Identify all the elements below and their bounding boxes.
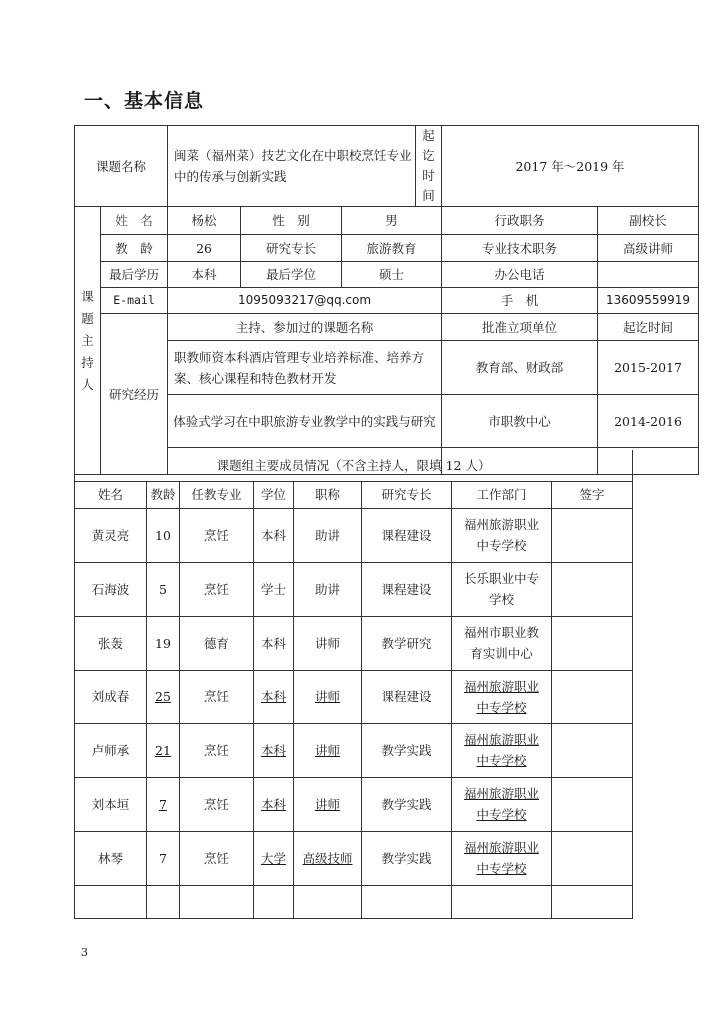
member-name: 林琴	[75, 831, 147, 885]
member-name: 黄灵亮	[75, 508, 147, 562]
host-phone-label: 办公电话	[442, 262, 598, 288]
member-name: 石海波	[75, 562, 147, 616]
member-title: 讲师	[294, 777, 362, 831]
table-row	[75, 777, 633, 831]
header-name: 姓名	[75, 481, 147, 508]
member-sign	[552, 777, 633, 831]
history-row	[75, 341, 699, 395]
page-number: 3	[81, 946, 88, 959]
member-sign	[552, 670, 633, 723]
host-degree-value: 硕士	[342, 262, 442, 288]
history-header-title: 主持、参加过的课题名称	[168, 314, 442, 341]
header-major: 任教专业	[180, 481, 254, 508]
member-research	[362, 885, 452, 918]
member-dept: 长乐职业中专学校	[452, 562, 552, 616]
member-research: 课程建设	[362, 562, 452, 616]
member-sign	[552, 723, 633, 777]
basic-info-table	[74, 125, 699, 475]
member-years: 7	[147, 777, 180, 831]
member-dept: 福州市职业教育实训中心	[452, 616, 552, 670]
member-title: 助讲	[294, 562, 362, 616]
member-degree: 本科	[254, 723, 294, 777]
table-row	[75, 616, 633, 670]
member-title: 讲师	[294, 616, 362, 670]
member-major: 烹饪	[180, 508, 254, 562]
member-major: 烹饪	[180, 831, 254, 885]
member-title: 讲师	[294, 670, 362, 723]
history-title: 职教师资本科酒店管理专业培养标准、培养方案、核心课程和特色教材开发	[168, 341, 442, 395]
member-sign	[552, 562, 633, 616]
history-period: 2015-2017	[598, 341, 699, 395]
member-title: 高级技师	[294, 831, 362, 885]
member-dept: 福州旅游职业中专学校	[452, 723, 552, 777]
history-row	[75, 395, 699, 448]
member-years: 7	[147, 831, 180, 885]
host-research-label: 研究专长	[241, 235, 342, 262]
project-period-label: 起讫时间	[416, 126, 442, 207]
host-prof-label: 专业技术职务	[442, 235, 598, 262]
members-header-row	[75, 481, 633, 508]
members-table	[74, 450, 633, 919]
member-research: 教学实践	[362, 777, 452, 831]
header-sign: 签字	[552, 481, 633, 508]
member-dept: 福州旅游职业中专学校	[452, 670, 552, 723]
host-edu-label: 最后学历	[101, 262, 168, 288]
member-research: 教学实践	[362, 831, 452, 885]
member-name	[75, 885, 147, 918]
member-dept: 福州旅游职业中专学校	[452, 831, 552, 885]
member-sign	[552, 831, 633, 885]
member-sign	[552, 616, 633, 670]
host-prof-value: 高级讲师	[598, 235, 699, 262]
table-row	[75, 670, 633, 723]
history-unit: 市职教中心	[442, 395, 598, 448]
host-edu-value: 本科	[168, 262, 241, 288]
host-admin-value: 副校长	[598, 207, 699, 235]
host-history-label: 研究经历	[101, 314, 168, 475]
host-gender-value: 男	[342, 207, 442, 235]
member-dept: 福州旅游职业中专学校	[452, 508, 552, 562]
member-dept	[452, 885, 552, 918]
member-degree: 本科	[254, 777, 294, 831]
host-email-value: 1095093217@qq.com	[168, 288, 442, 314]
member-dept: 福州旅游职业中专学校	[452, 777, 552, 831]
host-email-label: E-mail	[101, 288, 168, 314]
member-name: 刘成春	[75, 670, 147, 723]
member-major: 烹饪	[180, 723, 254, 777]
member-degree: 本科	[254, 670, 294, 723]
host-name-value: 杨松	[168, 207, 241, 235]
project-name-value: 闽菜（福州菜）技艺文化在中职校烹饪专业中的传承与创新实践	[168, 126, 416, 207]
member-research: 课程建设	[362, 508, 452, 562]
host-phone-value	[598, 262, 699, 288]
table-row	[75, 723, 633, 777]
member-title: 讲师	[294, 723, 362, 777]
member-degree	[254, 885, 294, 918]
host-years-label: 教 龄	[101, 235, 168, 262]
header-title: 职称	[294, 481, 362, 508]
project-name-label: 课题名称	[75, 126, 168, 207]
member-major: 烹饪	[180, 777, 254, 831]
host-mobile-value: 13609559919	[598, 288, 699, 314]
history-unit: 教育部、财政部	[442, 341, 598, 395]
member-name: 卢师承	[75, 723, 147, 777]
member-degree: 大学	[254, 831, 294, 885]
section-title: 一、基本信息	[84, 90, 205, 112]
members-title: 课题组主要成员情况（不含主持人，限填 12 人）	[75, 450, 633, 481]
history-header-unit: 批准立项单位	[442, 314, 598, 341]
host-section-label: 课题主持人	[75, 207, 101, 475]
history-title: 体验式学习在中职旅游专业教学中的实践与研究	[168, 395, 442, 448]
member-name: 刘本垣	[75, 777, 147, 831]
host-research-value: 旅游教育	[342, 235, 442, 262]
member-major: 烹饪	[180, 562, 254, 616]
member-research: 课程建设	[362, 670, 452, 723]
history-header-period: 起讫时间	[598, 314, 699, 341]
history-period: 2014-2016	[598, 395, 699, 448]
member-major: 德育	[180, 616, 254, 670]
member-major: 烹饪	[180, 670, 254, 723]
host-name-label: 姓 名	[101, 207, 168, 235]
member-major	[180, 885, 254, 918]
member-research: 教学研究	[362, 616, 452, 670]
member-title	[294, 885, 362, 918]
member-years: 25	[147, 670, 180, 723]
member-years: 5	[147, 562, 180, 616]
host-years-value: 26	[168, 235, 241, 262]
member-name: 张轰	[75, 616, 147, 670]
member-research: 教学实践	[362, 723, 452, 777]
host-admin-label: 行政职务	[442, 207, 598, 235]
table-row	[75, 831, 633, 885]
member-degree: 学士	[254, 562, 294, 616]
host-gender-label: 性 别	[241, 207, 342, 235]
member-title: 助讲	[294, 508, 362, 562]
member-years: 10	[147, 508, 180, 562]
header-research: 研究专长	[362, 481, 452, 508]
member-sign	[552, 885, 633, 918]
member-years: 21	[147, 723, 180, 777]
table-row	[75, 562, 633, 616]
header-degree: 学位	[254, 481, 294, 508]
project-period-value: 2017 年～2019 年	[442, 126, 699, 207]
host-degree-label: 最后学位	[241, 262, 342, 288]
table-row	[75, 508, 633, 562]
table-row	[75, 885, 633, 918]
member-degree: 本科	[254, 616, 294, 670]
header-years: 教龄	[147, 481, 180, 508]
member-years	[147, 885, 180, 918]
member-years: 19	[147, 616, 180, 670]
member-sign	[552, 508, 633, 562]
header-dept: 工作部门	[452, 481, 552, 508]
host-mobile-label: 手 机	[442, 288, 598, 314]
member-degree: 本科	[254, 508, 294, 562]
